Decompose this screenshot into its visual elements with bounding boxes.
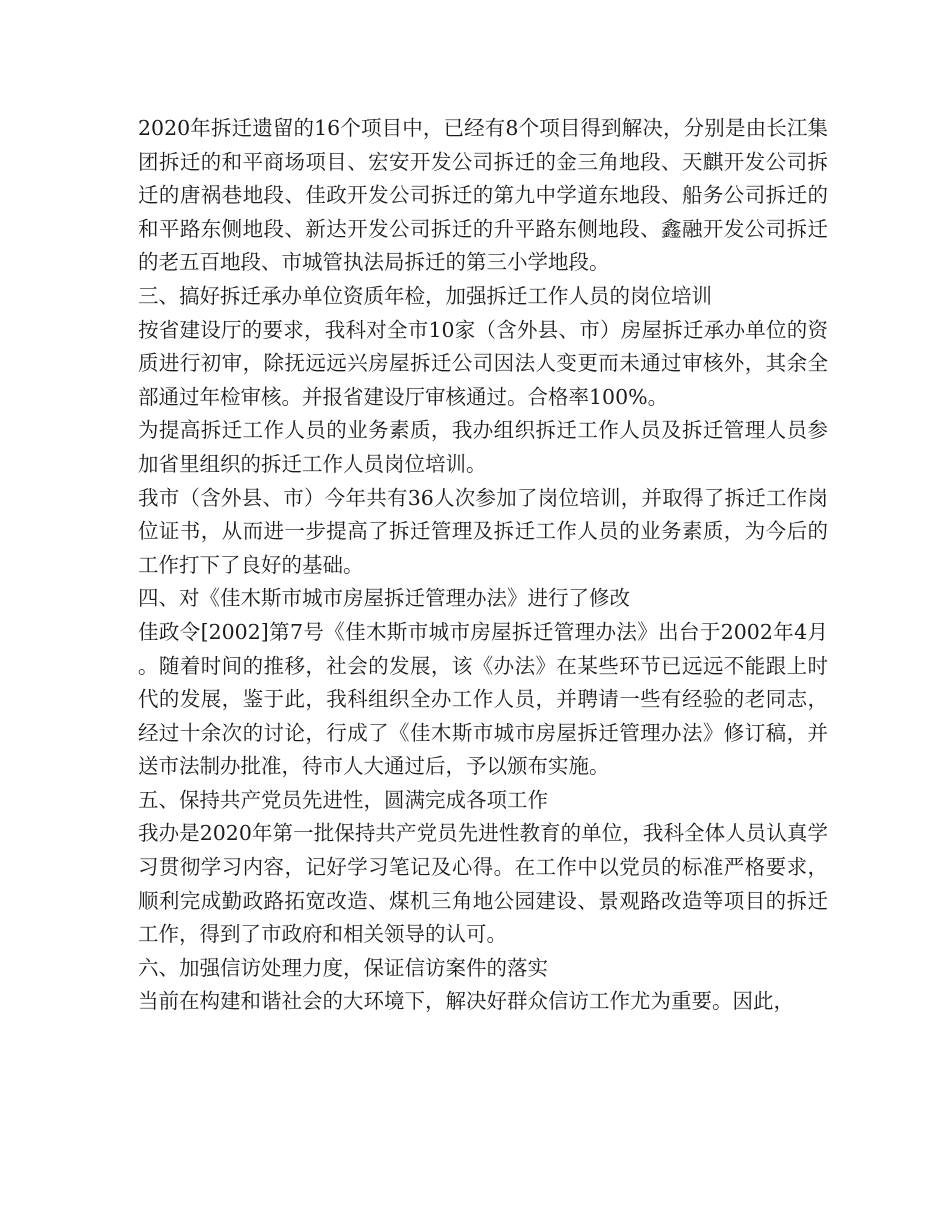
paragraph-qualification-review: 按省建设厅的要求，我科对全市10家（含外县、市）房屋拆迁承办单位的资质进行初审，除抚远远兴房屋拆迁公司因法人变更而未通过审核外，其余全部通过年检审核。并报省建设厅审核通过。合格率100%。 xyxy=(138,317,828,409)
section-heading-qualification-inspection: 三、搞好拆迁承办单位资质年检，加强拆迁工作人员的岗位培训 xyxy=(138,283,712,308)
section-heading-petition-handling: 六、加强信访处理力度，保证信访案件的落实 xyxy=(138,955,548,980)
paragraph-regulation-revision: 佳政令[2002]第7号《佳木斯市城市房屋拆迁管理办法》出台于2002年4月。随着时间的推移，社会的发展，该《办法》在某些环节已远远不能跟上时代的发展，鉴于此，我科组织全办工作人员，并聘请一些有经验的老同志，经过十余次的讨论，行成了《佳木斯市城市房屋拆迁管理办法》修订稿，并送市法制办批准，待市人大通过后，予以颁布实施。 xyxy=(138,619,828,779)
section-heading-party-member-education: 五、保持共产党员先进性，圆满完成各项工作 xyxy=(138,787,548,812)
paragraph-demolition-projects: 2020年拆迁遗留的16个项目中，已经有8个项目得到解决，分别是由长江集团拆迁的和平商场项目、宏安开发公司拆迁的金三角地段、天麒开发公司拆迁的唐祸巷地段、佳政开发公司拆迁的第九中学道东地段、船务公司拆迁的和平路东侧地段、新达开发公司拆迁的升平路东侧地段、鑫融开发公司拆迁的老五百地段、市城管执法局拆迁的第三小学地段。 xyxy=(138,116,828,275)
paragraph-party-member-education: 我办是2020年第一批保持共产党员先进性教育的单位，我科全体人员认真学习贯彻学习内容，记好学习笔记及心得。在工作中以党员的标准严格要求，顺利完成勤政路拓宽改造、煤机三角地公园建设、景观路改造等项目的拆迁工作，得到了市政府和相关领导的认可。 xyxy=(138,821,828,947)
document-body xyxy=(138,112,828,1019)
paragraph-staff-training: 为提高拆迁工作人员的业务素质，我办组织拆迁工作人员及拆迁管理人员参加省里组织的拆迁工作人员岗位培训。 xyxy=(138,418,828,476)
section-heading-regulation-revision: 四、对《佳木斯市城市房屋拆迁管理办法》进行了修改 xyxy=(138,586,630,611)
paragraph-training-results: 我市（含外县、市）今年共有36人次参加了岗位培训，并取得了拆迁工作岗位证书，从而进一步提高了拆迁管理及拆迁工作人员的业务素质，为今后的工作打下了良好的基础。 xyxy=(138,485,828,577)
paragraph-petition-handling: 当前在构建和谐社会的大环境下，解决好群众信访工作尤为重要。因此， xyxy=(138,989,794,1014)
